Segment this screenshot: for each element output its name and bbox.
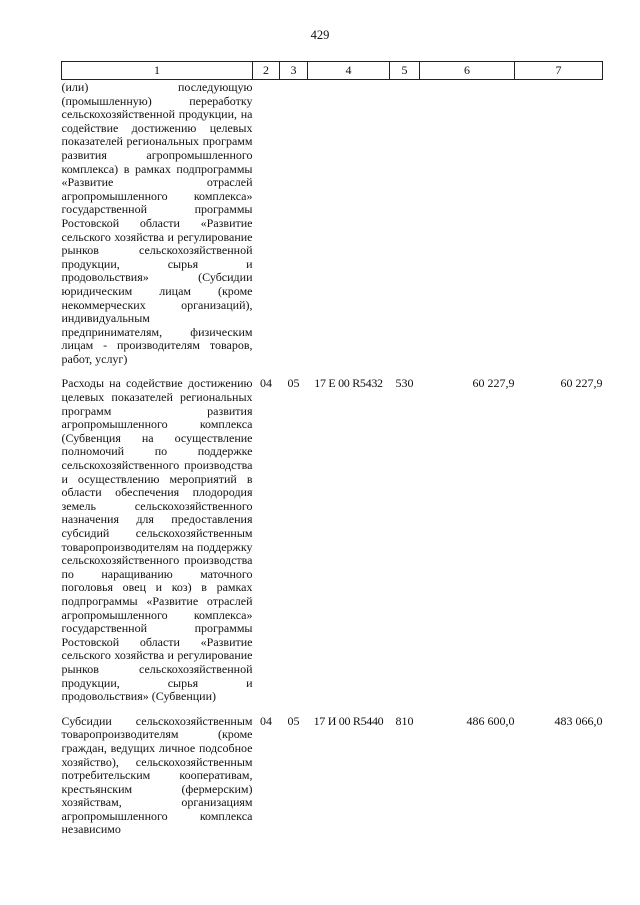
row-expense-type: 810 [395,713,414,728]
table-row [62,366,603,703]
column-header-amount-1: 6 [420,62,515,80]
row-section: 04 [260,713,272,728]
row-description: Субсидии сельскохозяйственным товаропроизводителям (кроме граждан, ведущих личное подсобное хозяйство), сельскохозяйственным потребительским кооперативам, крестьянским (фермерским) хозяйствам, организациям агропромышленного комплекса независимо [61,713,253,837]
row-section [253,80,280,367]
column-header-amount-2: 7 [515,62,603,80]
page-number: 429 [310,28,330,42]
row-description: (или) последующую (промышленную) переработку сельскохозяйственной продукции, на содействие достижению целевых показателей региональных программ развития агропромышленного комплекса) в рамках подпрограммы «Развитие отраслей агропромышленного комплекса» государственной программы Ростовской области «Развитие сельского хозяйства и регулирование рынков сельскохозяйственной продукции, сырья и продовольствия» (Субсидии юридическим лицам (кроме некоммерческих организаций), индивидуальным предпринимателям, физическим лицам - производителям товаров, работ, услуг) [61,80,253,366]
row-section: 04 [260,376,272,391]
row-amount-1: 486 600,0 [466,713,515,728]
row-target-code: 17 И 00 R5440 [313,713,384,728]
table-row [62,704,603,837]
column-number-row [62,62,603,80]
row-amount-1 [420,80,515,367]
row-amount-2: 60 227,9 [560,376,603,391]
row-target-code [308,80,390,367]
column-header-target-code: 4 [308,62,390,80]
column-header-subsection: 3 [280,62,308,80]
row-target-code: 17 Е 00 R5432 [314,376,383,391]
column-header-description: 1 [62,62,253,80]
row-expense-type: 530 [395,376,414,391]
column-header-expense-type: 5 [390,62,420,80]
row-amount-1: 60 227,9 [472,376,515,391]
row-amount-2: 483 066,0 [554,713,603,728]
row-subsection [280,80,308,367]
row-subsection: 05 [287,713,300,728]
row-description: Расходы на содействие достижению целевых показателей региональных программ развития агропромышленного комплекса (Субвенция на осуществление полномочий по поддержке сельскохозяйственного производства и осуществлению мероприятий в области обеспечения плодородия земель сельскохозяйственного назначения для предоставления субсидий сельскохозяйственным товаропроизводителям на поддержку сельскохозяйственного производства по наращиванию маточного поголовья овец и коз) в рамках подпрограммы «Развитие отраслей агропромышленного комплекса» государственной программы Ростовской области «Развитие сельского хозяйства и регулирование рынков сельскохозяйственной продукции, сырья и продовольствия» (Субвенции) [61,376,253,704]
row-amount-2 [515,80,603,367]
row-expense-type [390,80,420,367]
budget-table [61,61,603,837]
column-header-section: 2 [253,62,280,80]
table-row [62,80,603,367]
row-subsection: 05 [287,376,300,391]
